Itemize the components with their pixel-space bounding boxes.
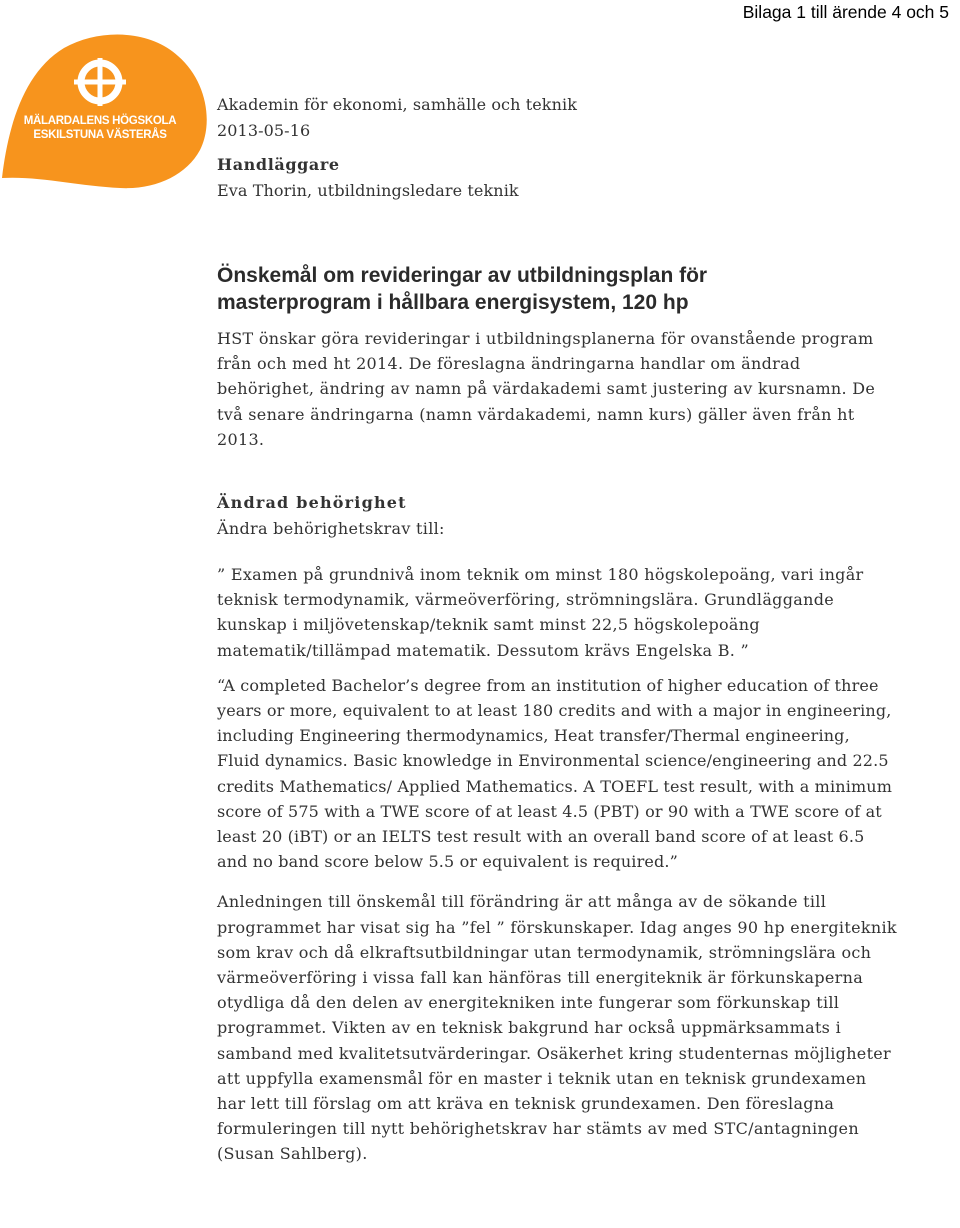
section-heading: Ändrad behörighet	[217, 493, 407, 513]
title-line-2: masterprogram i hållbara energisystem, 120 hp	[217, 291, 689, 314]
logo-line-2: ESKILSTUNA VÄSTERÅS	[33, 129, 167, 141]
handler-name: Eva Thorin, utbildningsledare teknik	[217, 181, 519, 200]
handler-label: Handläggare	[217, 155, 340, 174]
university-logo	[2, 30, 214, 190]
annex-label: Bilaga 1 till ärende 4 och 5	[742, 2, 949, 22]
requirement-quote-swedish: ” Examen på grundnivå inom teknik om minst 180 högskolepoäng, vari ingår teknisk termodynamik, värmeöverföring, strömningslära. Grundläggande kunskap i miljövetenskap/teknik samt minst 22,5 högskolepoäng matematik/tillämpad matematik. Dessutom krävs Engelska B. ”	[217, 565, 864, 660]
document-title	[217, 262, 897, 316]
intro-paragraph: HST önskar göra revideringar i utbildningsplanerna för ovanstående program från och med ht 2014. De föreslagna ändringarna handlar om ändrad behörighet, ändring av namn på värdakademi samt justering av kursnamn. De två senare ändringarna (namn värdakademi, namn kurs) gäller även från ht 2013.	[217, 329, 876, 449]
section-subline: Ändra behörighetskrav till:	[217, 519, 445, 539]
logo-badge-shape	[2, 35, 207, 189]
requirement-quote-english: “A completed Bachelor’s degree from an institution of higher education of three years or more, equivalent to at least 180 credits and with a major in engineering, including Engineering thermodynamics, Heat transfer/Thermal engineering, Fluid dynamics. Basic knowledge in Environmental science/engineering and 22.5 credits Mathematics/ Applied Mathematics. A TOEFL test result, with a minimum score of 575 with a TWE score of at least 4.5 (PBT) or 90 with a TWE score of at least 20 (iBT) or an IELTS test result with an overall band score of at least 6.5 and no band score below 5.5 or equivalent is required.”	[217, 675, 893, 872]
logo-line-1: MÄLARDALENS HÖGSKOLA	[23, 115, 177, 127]
document-body	[217, 92, 897, 1167]
reason-paragraph: Anledningen till önskemål till förändring är att många av de sökande till programmet har visat sig ha ”fel ” förskunskaper. Idag anges 90 hp energiteknik som krav och då elkraftsutbildningar utan termodynamik, strömningslära och värmeöverföring i vissa fall kan hänföras till energiteknik är förkunskaperna otydliga då den delen av energitekniken inte fungerar som förkunskap till programmet. Vikten av en teknisk bakgrund har också uppmärksammats i samband med kvalitetsutvärderingar. Osäkerhet kring studenternas möjligheter att uppfylla examensmål för en master i teknik utan en teknisk grundexamen har lett till förslag om att kräva en teknisk grundexamen. Den föreslagna formuleringen till nytt behörighetskrav har stämts av med STC/antagningen (Susan Sahlberg).	[217, 892, 897, 1164]
title-line-1: Önskemål om revideringar av utbildningsplan för	[217, 264, 708, 287]
department-name: Akademin för ekonomi, samhälle och teknik	[217, 95, 578, 114]
document-date: 2013-05-16	[217, 121, 311, 140]
